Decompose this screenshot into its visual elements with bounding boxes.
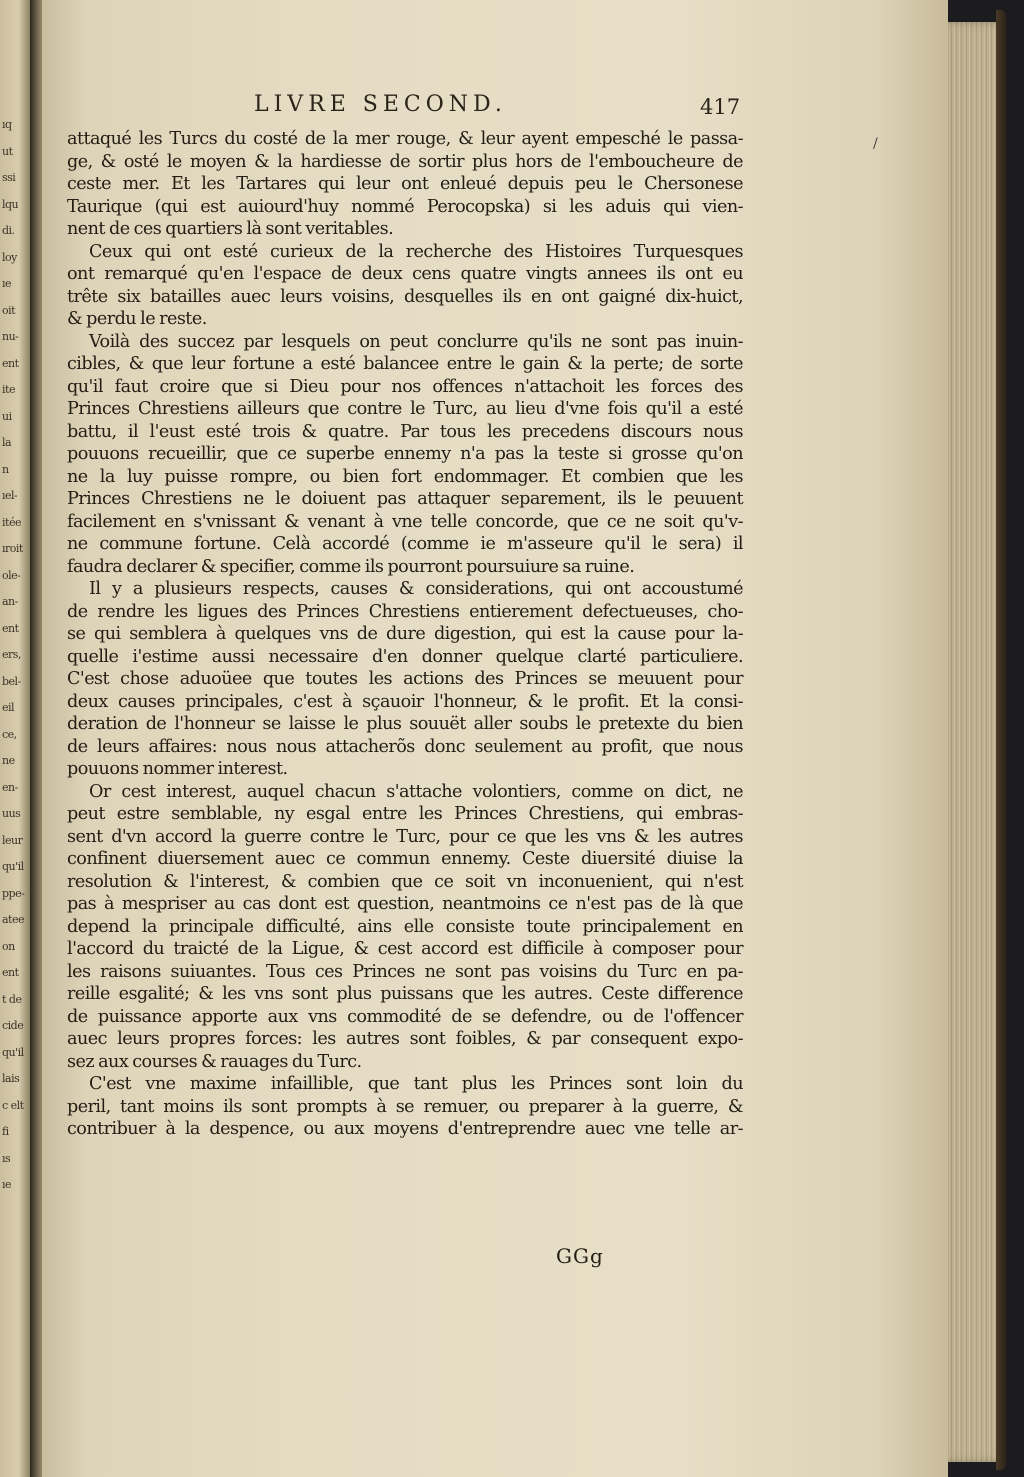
left-page-fragment: ce, bbox=[2, 727, 17, 741]
text-line: peut estre semblable, ny esgal entre les Princes Chrestiens, qui embras- bbox=[67, 804, 743, 824]
text-line: contribuer à la despence, ou aux moyens d'entreprendre auec vne telle ar- bbox=[67, 1119, 743, 1139]
text-line: Il y a plusieurs respects, causes & considerations, qui ont accoustumé bbox=[89, 579, 743, 599]
text-line: deration de l'honneur se laisse le plus souuët aller soubs le pretexte du bien bbox=[67, 714, 743, 734]
text-line: pouuons recueillir, que ce superbe ennemy n'a pas la teste si grosse qu'on bbox=[67, 444, 743, 464]
left-page-fragment: di. bbox=[2, 224, 15, 237]
text-line: de leurs affaires: nous nous attacherõs donc seulement au profit, que nous bbox=[67, 736, 743, 757]
left-page-fragment: ut bbox=[2, 144, 13, 158]
margin-mark: / bbox=[873, 136, 878, 152]
text-line: pas à mespriser au cas dont est question, neantmoins ce n'est pas de là que bbox=[67, 894, 743, 914]
text-line: ont remarqué qu'en l'espace de deux cens quatre vingts annees ils ont eu bbox=[67, 264, 743, 284]
text-line: ne la luy puisse rompre, ou bien fort endommager. Et combien que les bbox=[67, 466, 743, 487]
left-page-fragment: ıroit bbox=[2, 542, 23, 555]
left-page-fragment: ite bbox=[2, 383, 15, 396]
text-line: battu, il l'eust esté trois & quatre. Par tous les precedens discours nous bbox=[67, 421, 743, 442]
left-page-fragment: ui bbox=[2, 409, 12, 423]
left-page-fragment: ent bbox=[2, 621, 19, 635]
left-page-fragment: ıe bbox=[2, 277, 12, 290]
text-line: C'est vne maxime infaillible, que tant plus les Princes sont loin du bbox=[89, 1074, 743, 1094]
text-line: confinent diuersement auec ce commun ennemy. Ceste diuersité diuise la bbox=[67, 849, 743, 869]
text-line: Princes Chrestiens ailleurs que contre le Turc, au lieu d'vne fois qu'il a esté bbox=[67, 399, 743, 419]
text-line: resolution & l'interest, & combien que ce soit vn inconuenient, qui n'est bbox=[67, 871, 743, 892]
text-line: Ceux qui ont esté curieux de la recherche des Histoires Turquesques bbox=[89, 241, 743, 262]
text-line: faudra declarer & specifier, comme ils pourront poursuiure sa ruine. bbox=[67, 556, 635, 577]
left-page-fragment: ıs bbox=[2, 1151, 11, 1165]
left-page-fragment: ne bbox=[2, 754, 15, 767]
left-page-fragment: n bbox=[2, 462, 9, 476]
left-page-fragment: ssi bbox=[2, 171, 16, 184]
book-cover-edge bbox=[996, 10, 1006, 1470]
text-line: attaqué les Turcs du costé de la mer rouge, & leur ayent empesché le passa- bbox=[67, 129, 743, 149]
text-line: peril, tant moins ils sont prompts à se remuer, ou preparer à la guerre, & bbox=[67, 1096, 743, 1117]
text-line: cibles, & que leur fortune a esté balancee entre le gain & la perte; de sorte bbox=[67, 354, 743, 374]
text-line: se qui semblera à quelques vns de dure digestion, qui est la cause pour la- bbox=[67, 624, 743, 644]
left-page-fragment: itée bbox=[2, 515, 21, 529]
left-page-fragment: la bbox=[2, 436, 12, 449]
signature-mark: GGg bbox=[556, 1244, 604, 1268]
left-page-fragment: ent bbox=[2, 966, 19, 979]
text-line: Taurique (qui est auiourd'huy nommé Perocopska) si les aduis qui vien- bbox=[67, 196, 743, 217]
left-page-fragment: loy bbox=[2, 250, 17, 264]
left-page-fragment: lqu bbox=[2, 197, 19, 211]
text-line: ceste mer. Et les Tartares qui leur ont enleué depuis peu le Chersonese bbox=[67, 174, 743, 194]
left-page-fragment: en- bbox=[2, 780, 18, 794]
text-line: Voilà des succez par lesquels on peut conclurre qu'ils ne sont pas inuin- bbox=[89, 331, 743, 352]
text-line: ne commune fortune. Celà accordé (comme ie m'asseure qu'il le sera) il bbox=[67, 534, 743, 554]
left-page-fragment: an- bbox=[2, 595, 18, 608]
left-page-fragment: c elt bbox=[2, 1098, 24, 1112]
text-line: pouuons nommer interest. bbox=[67, 759, 288, 779]
text-line: sent d'vn accord la guerre contre le Turc, pour ce que les vns & les autres bbox=[67, 826, 743, 847]
text-line: depend la principale difficulté, ains elle consiste toute principalement en bbox=[67, 916, 743, 937]
left-page-fragment: ent bbox=[2, 356, 19, 370]
left-page-fragment: lais bbox=[2, 1072, 20, 1085]
left-page-fragment: ıe bbox=[2, 1178, 12, 1191]
left-page-fragment: qu'il bbox=[2, 860, 24, 873]
left-page-fragment: leur bbox=[2, 833, 23, 847]
text-line: quelle i'estime aussi necessaire d'en donner quelque clarté particuliere. bbox=[67, 646, 743, 667]
text-line: de rendre les ligues des Princes Chrestiens entierement defectueuses, cho- bbox=[67, 601, 743, 622]
left-page-fragment: qu'il bbox=[2, 1045, 24, 1059]
left-page-fragment: cide bbox=[2, 1019, 24, 1032]
text-line: ge, & osté le moyen & la hardiesse de sortir plus hors de l'emboucheure de bbox=[67, 151, 743, 172]
text-line: qu'il faut croire que si Dieu pour nos offences n'attachoit les forces des bbox=[67, 376, 743, 397]
text-line: C'est chose aduoüee que toutes les actions des Princes se meuuent pour bbox=[67, 669, 743, 689]
page-number: 417 bbox=[700, 95, 741, 119]
left-page-fragment: eil bbox=[2, 701, 15, 714]
left-page-fragment: nu- bbox=[2, 330, 19, 343]
left-page-fragment: on bbox=[2, 939, 15, 953]
text-line: auec leurs propres forces: les autres sont foibles, & par consequent expo- bbox=[67, 1029, 743, 1049]
text-line: l'accord du traicté de la Ligue, & cest accord est difficile à composer pour bbox=[67, 939, 743, 959]
left-page-fragment: ole- bbox=[2, 568, 21, 582]
text-line: trête six batailles auec leurs voisins, desquelles ils en ont gaigné dix-huict, bbox=[67, 286, 743, 307]
text-line: les raisons suiuantes. Tous ces Princes ne sont pas voisins du Turc en pa- bbox=[67, 961, 743, 982]
left-page-fragment: uus bbox=[2, 807, 21, 820]
text-line: sez aux courses & rauages du Turc. bbox=[67, 1051, 362, 1072]
left-page-fragment: fi bbox=[2, 1125, 9, 1138]
text-line: reille esgalité; & les vns sont plus puissans que les autres. Ceste difference bbox=[67, 984, 743, 1004]
running-head: LIVRE SECOND. bbox=[254, 92, 507, 117]
body-text bbox=[67, 128, 743, 1141]
left-page-fragment: bel- bbox=[2, 674, 21, 688]
text-line: deux causes principales, c'est à sçauoir l'honneur, & le profit. Et la consi- bbox=[67, 691, 743, 712]
left-page-fragment: oit bbox=[2, 303, 16, 317]
left-page-fragment: t de bbox=[2, 992, 22, 1006]
left-page-fragment: ıel- bbox=[2, 489, 18, 502]
left-page-fragment: atee bbox=[2, 913, 24, 926]
text-line: de puissance apporte aux vns commodité de se defendre, ou de l'offencer bbox=[67, 1006, 743, 1027]
text-line: & perdu le reste. bbox=[67, 309, 207, 329]
left-page-fragment: ppe- bbox=[2, 886, 25, 900]
text-line: Princes Chrestiens ne le doiuent pas attaquer separement, ils le peuuent bbox=[67, 489, 743, 509]
text-line: nent de ces quartiers là sont veritables. bbox=[67, 219, 394, 239]
left-page-fragment: ıq bbox=[2, 118, 12, 131]
left-page-fragment: ers, bbox=[2, 648, 21, 661]
text-line: Or cest interest, auquel chacun s'attache volontiers, comme on dict, ne bbox=[89, 781, 743, 802]
text-line: facilement en s'vnissant & venant à vne telle concorde, que ce ne soit qu'v- bbox=[67, 511, 743, 532]
